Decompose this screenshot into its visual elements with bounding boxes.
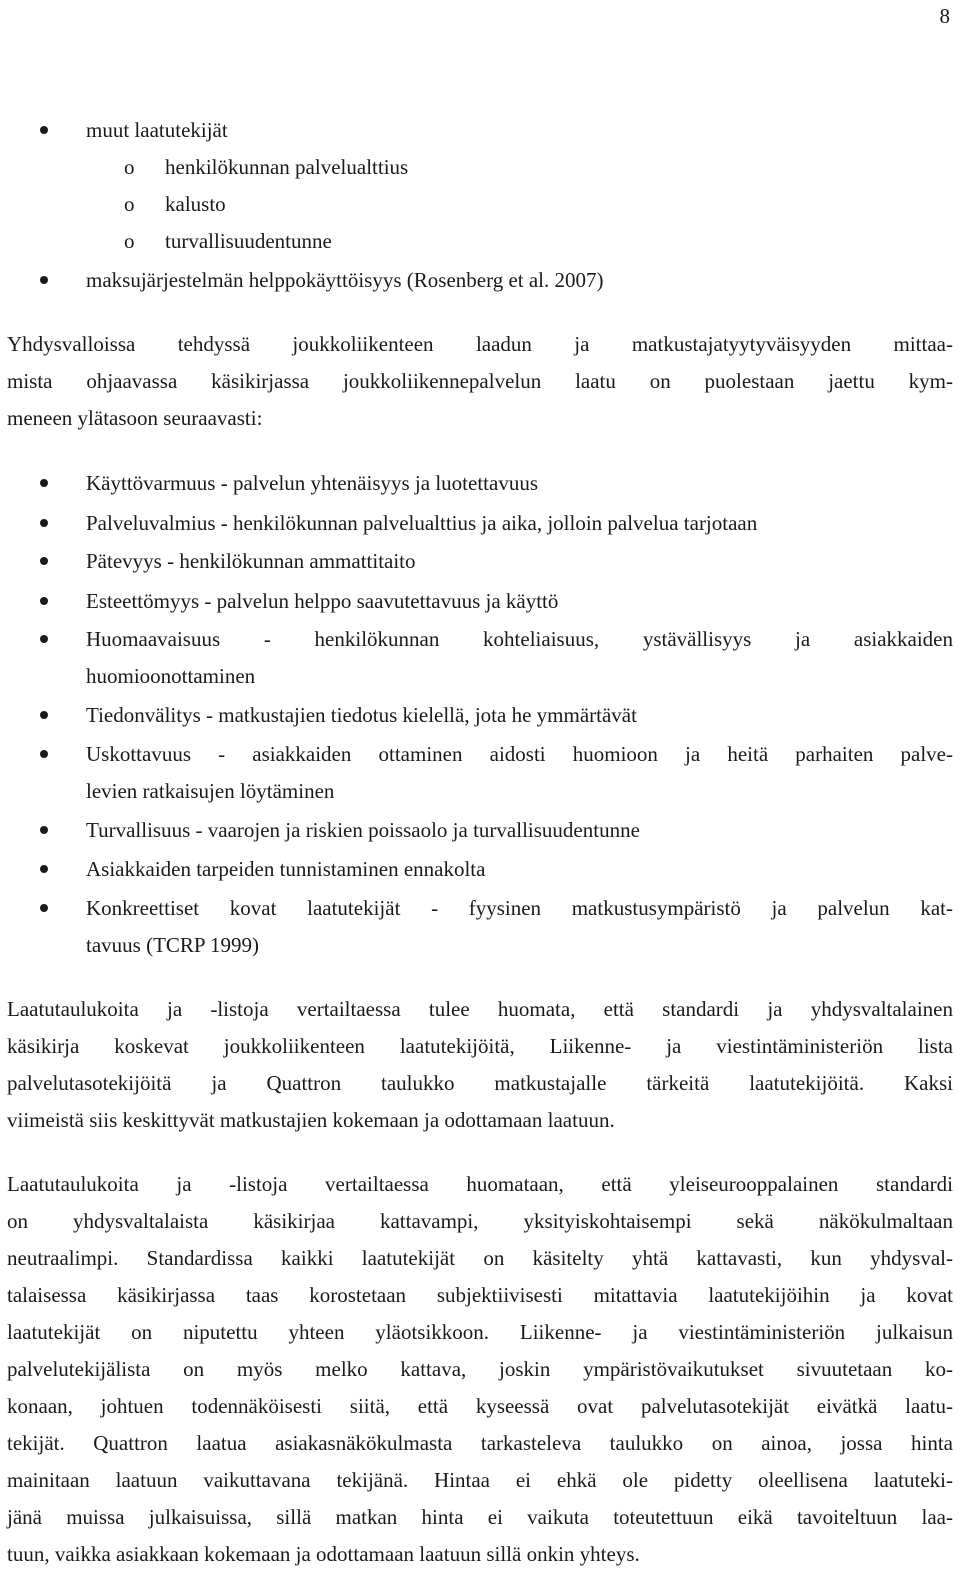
list-item: Turvallisuus - vaarojen ja riskien poissaolo ja turvallisuudentunne: [86, 818, 640, 842]
paragraph-line: laatutekijät on niputettu yhteen yläotsikkoon. Liikenne- ja viestintäministeriön julkaisun: [7, 1320, 953, 1344]
paragraph-line: tekijät. Quattron laatua asiakasnäkökulmasta tarkasteleva taulukko on ainoa, jossa hinta: [7, 1431, 953, 1455]
bullet-icon: [40, 711, 48, 719]
list-item: Konkreettiset kovat laatutekijät - fyysinen matkustusympäristö ja palvelun kat-: [86, 896, 953, 920]
paragraph-line: on yhdysvaltalaista käsikirjaa kattavampi, yksityiskohtaisempi sekä näkökulmaltaan: [7, 1209, 953, 1233]
list-item: Uskottavuus - asiakkaiden ottaminen aidosti huomioon ja heitä parhaiten palve-: [86, 742, 953, 766]
paragraph-line: mainitaan laatuun vaikuttavana tekijänä. Hintaa ei ehkä ole pidetty oleellisena laatuteki-: [7, 1468, 953, 1492]
paragraph-line: neutraalimpi. Standardissa kaikki laatutekijät on käsitelty yhtä kattavasti, kun yhdysval-: [7, 1246, 953, 1270]
list-item: Käyttövarmuus - palvelun yhtenäisyys ja luotettavuus: [86, 471, 538, 495]
paragraph-line: meneen ylätasoon seuraavasti:: [7, 406, 263, 430]
paragraph-line: Yhdysvalloissa tehdyssä joukkoliikenteen laadun ja matkustajatyytyväisyyden mittaa-: [7, 332, 953, 356]
bullet-icon: [40, 479, 48, 487]
sub-list-item: turvallisuudentunne: [165, 229, 332, 253]
paragraph-line: palvelutasotekijöitä ja Quattron taulukko matkustajalle tärkeitä laatutekijöitä. Kaksi: [7, 1071, 953, 1095]
sub-list-item: henkilökunnan palvelualttius: [165, 155, 409, 179]
bullet-icon: [40, 826, 48, 834]
list-item: Asiakkaiden tarpeiden tunnistaminen ennakolta: [86, 857, 486, 881]
list-item: Tiedonvälitys - matkustajien tiedotus kielellä, jota he ymmärtävät: [86, 703, 637, 727]
bullet-icon: [40, 519, 48, 527]
list-item-continuation: tavuus (TCRP 1999): [86, 933, 260, 957]
list-item: Palveluvalmius - henkilökunnan palvelualttius ja aika, jolloin palvelua tarjotaan: [86, 511, 758, 535]
bullet-icon: [40, 276, 48, 284]
paragraph-line: konaan, johtuen todennäköisesti siitä, että kyseessä ovat palvelutasotekijät eivätkä laatu-: [7, 1394, 953, 1418]
bullet-icon: [40, 635, 48, 643]
bullet-icon: [40, 750, 48, 758]
paragraph-line: jänä muissa julkaisuissa, sillä matkan hinta ei vaikuta toteutettuun eikä tavoiteltuun laa-: [7, 1505, 953, 1529]
bullet-icon: [40, 126, 48, 134]
sub-bullet-icon: o: [124, 192, 135, 216]
paragraph-line: Laatutaulukoita ja -listoja vertailtaessa tulee huomata, että standardi ja yhdysvaltalainen: [7, 997, 953, 1021]
sub-bullet-icon: o: [124, 155, 135, 179]
list-item-continuation: huomioonottaminen: [86, 664, 256, 688]
list-item: Esteettömyys - palvelun helppo saavutettavuus ja käyttö: [86, 589, 559, 613]
bullet-icon: [40, 597, 48, 605]
list-item: maksujärjestelmän helppokäyttöisyys (Rosenberg et al. 2007): [86, 268, 604, 292]
paragraph-line: tuun, vaikka asiakkaan kokemaan ja odottamaan laatuun sillä onkin yhteys.: [7, 1542, 640, 1566]
page-number: 8: [939, 4, 950, 28]
bullet-icon: [40, 865, 48, 873]
sub-list-item: kalusto: [165, 192, 226, 216]
paragraph-line: Laatutaulukoita ja -listoja vertailtaessa huomataan, että yleiseurooppalainen standardi: [7, 1172, 953, 1196]
list-item: Pätevyys - henkilökunnan ammattitaito: [86, 549, 416, 573]
paragraph-line: talaisessa käsikirjassa taas korostetaan subjektiivisesti mitattavia laatutekijöihin ja kovat: [7, 1283, 953, 1307]
paragraph-line: viimeistä siis keskittyvät matkustajien kokemaan ja odottamaan laatuun.: [7, 1108, 615, 1132]
sub-bullet-icon: o: [124, 229, 135, 253]
list-item: Huomaavaisuus - henkilökunnan kohteliaisuus, ystävällisyys ja asiakkaiden: [86, 627, 953, 651]
bullet-icon: [40, 904, 48, 912]
paragraph-line: mista ohjaavassa käsikirjassa joukkoliikennepalvelun laatu on puolestaan jaettu kym-: [7, 369, 953, 393]
list-item-continuation: levien ratkaisujen löytäminen: [86, 779, 335, 803]
paragraph-line: käsikirja koskevat joukkoliikenteen laatutekijöitä, Liikenne- ja viestintäministeriön lista: [7, 1034, 953, 1058]
paragraph-line: palvelutekijälista on myös melko kattava, joskin ympäristövaikutukset sivuutetaan ko-: [7, 1357, 953, 1381]
bullet-icon: [40, 557, 48, 565]
list-item: muut laatutekijät: [86, 118, 228, 142]
